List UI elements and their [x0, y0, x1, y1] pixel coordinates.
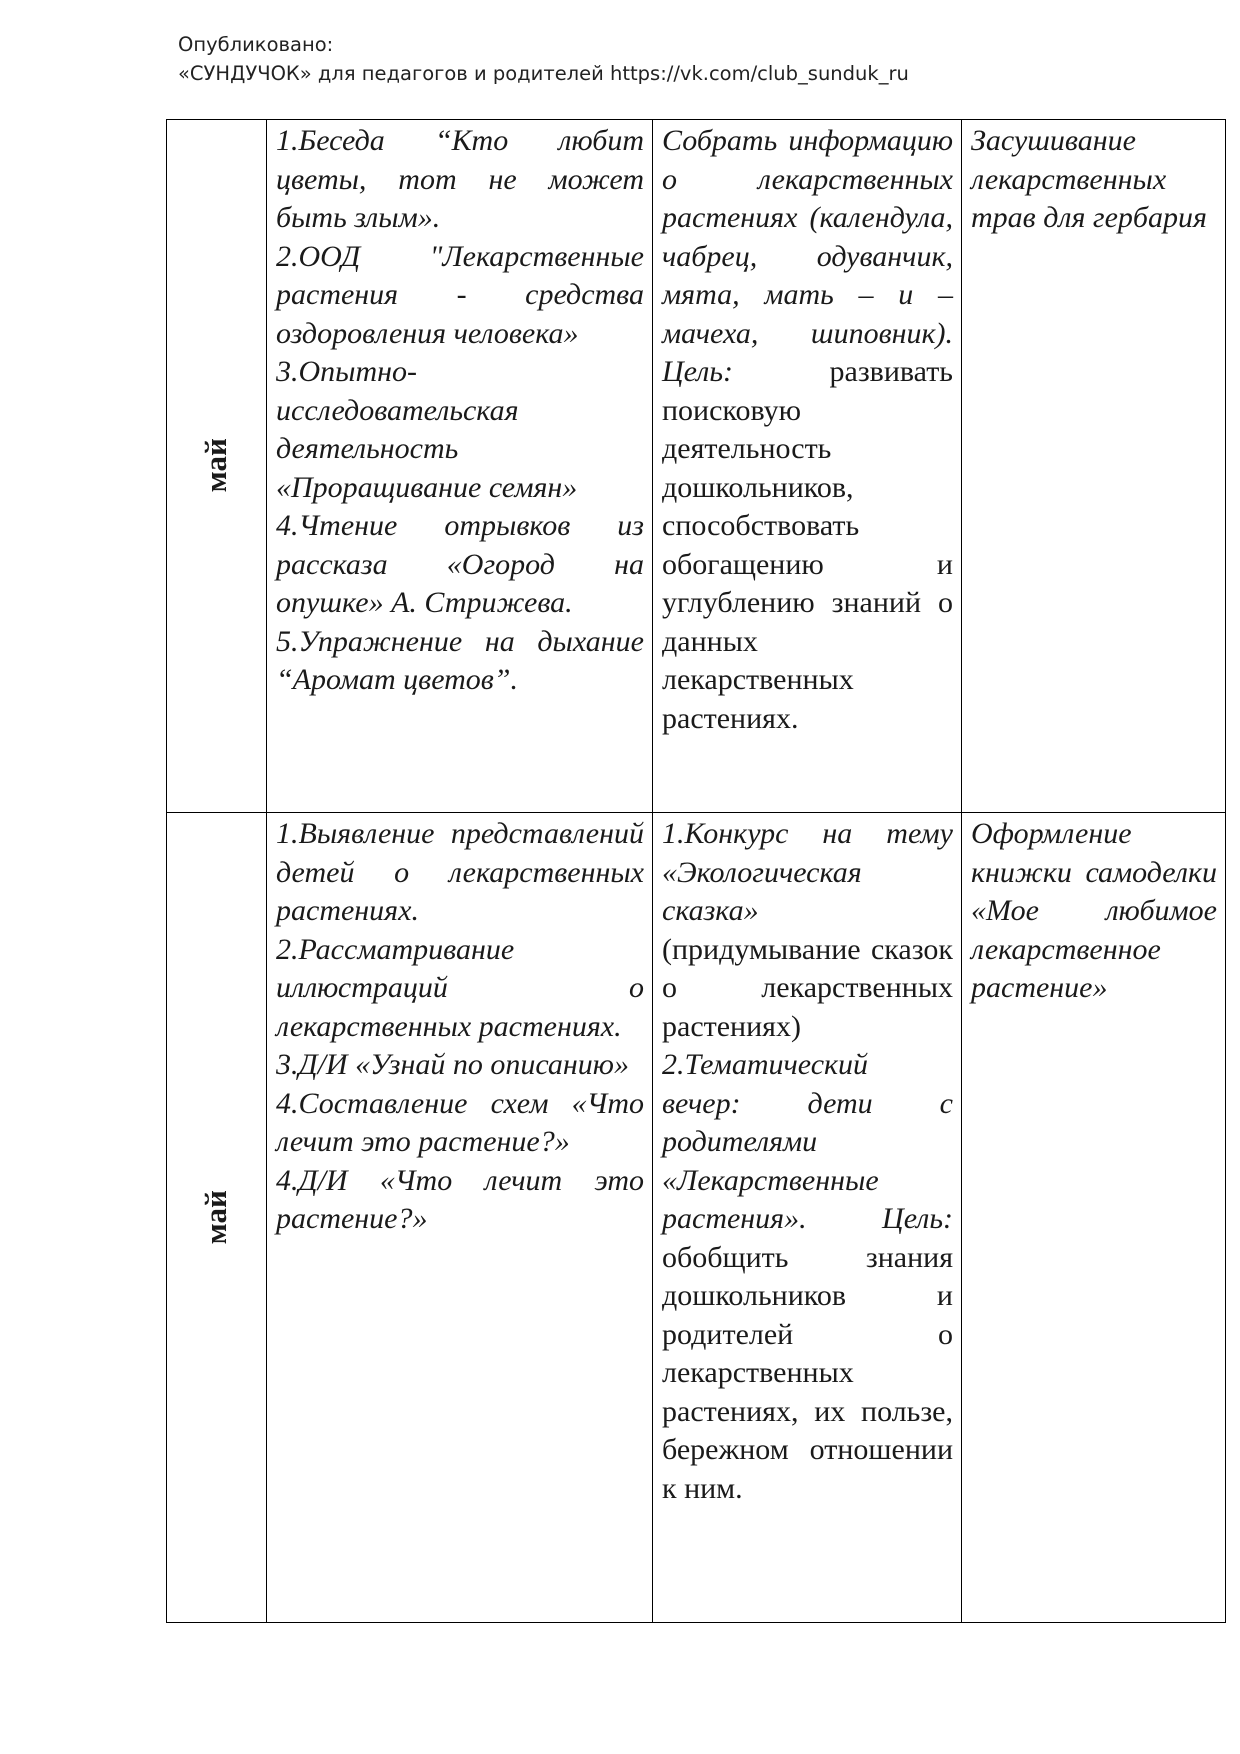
activity-item: 1.Выявление представлений детей о лекарственных растениях.	[276, 817, 644, 927]
evening-title: 2.Тематический вечер: дети с родителями «Лекарственные растения».	[662, 1048, 953, 1235]
result-text: Оформление книжки самоделки «Мое любимое лекарственное растение»	[971, 817, 1217, 1004]
goal-label: Цель:	[882, 1202, 953, 1235]
activity-item: 4.Чтение отрывков из рассказа «Огород на опушке» А. Стрижева.	[276, 509, 644, 619]
publication-header	[178, 30, 909, 88]
activity-item: 5.Упражнение на дыхание “Аромат цветов”.	[276, 624, 644, 696]
goal-text: обобщить знания дошкольников и родителей о лекарственных растениях, их пользе, бережном отношении к ним.	[662, 1240, 953, 1505]
activity-plan-table	[166, 119, 1226, 1623]
activity-item: 1.Беседа “Кто любит цветы, тот не может быть злым».	[276, 124, 644, 234]
table-row	[167, 120, 1226, 813]
result-cell	[962, 813, 1226, 1623]
month-cell	[167, 120, 267, 813]
goal-label: Цель:	[662, 355, 733, 388]
children-activities-cell	[267, 813, 653, 1623]
published-label: Опубликовано:	[178, 33, 334, 56]
publisher-line: «СУНДУЧОК» для педагогов и родителей https://vk.com/club_sunduk_ru	[178, 62, 909, 85]
activity-item: 4.Составление схем «Что лечит это растение?»	[276, 1086, 644, 1158]
activity-item: 3.Опытно-исследовательская деятельность «Проращивание семян»	[276, 355, 578, 504]
goal-text: развивать поисковую деятельность дошкольников, способствовать обогащению и углублению знаний о данных лекарственных растениях.	[662, 355, 953, 735]
contest-description: (придумывание сказок о лекарственных растениях)	[662, 932, 953, 1043]
contest-title: 1.Конкурс на тему «Экологическая сказка»	[662, 817, 953, 927]
table-row	[167, 813, 1226, 1623]
activity-item: 2.ООД "Лекарственные растения - средства оздоровления человека»	[276, 239, 644, 350]
activity-item: 2.Рассматривание иллюстраций о лекарственных растениях.	[276, 932, 644, 1043]
month-label: май	[198, 1189, 234, 1245]
parents-task: Собрать информацию о лекарственных растениях (календула, чабрец, одуванчик, мята, мать – и – мачеха, шиповник).	[662, 124, 953, 350]
month-cell	[167, 813, 267, 1623]
children-activities-cell	[267, 120, 653, 813]
result-text: Засушивание лекарственных трав для гербария	[971, 124, 1207, 234]
activity-item: 3.Д/И «Узнай по описанию»	[276, 1048, 629, 1081]
parents-work-cell	[653, 120, 962, 813]
parents-work-cell	[653, 813, 962, 1623]
result-cell	[962, 120, 1226, 813]
activity-item: 4.Д/И «Что лечит это растение?»	[276, 1163, 644, 1235]
month-label: май	[198, 438, 234, 493]
